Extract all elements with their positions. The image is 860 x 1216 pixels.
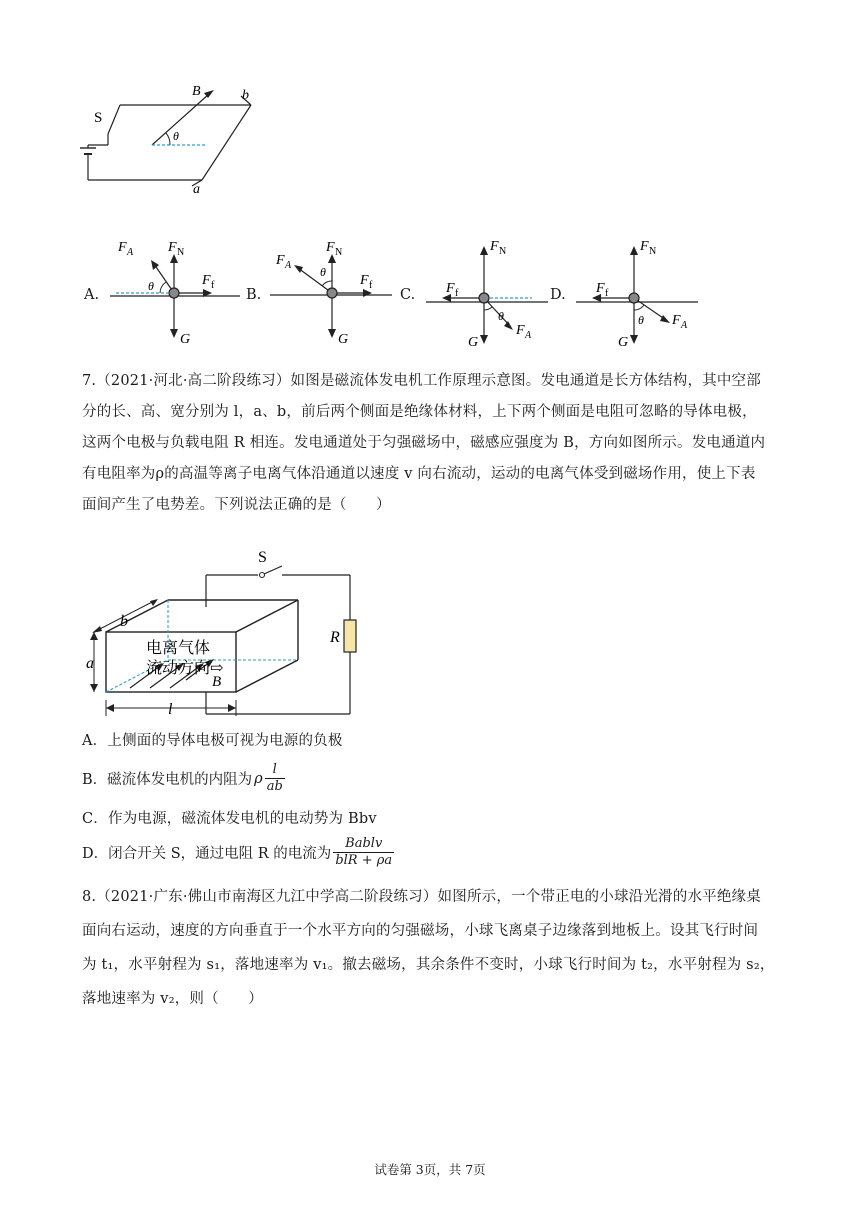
svg-text:F: F (168, 240, 177, 255)
q7-option-b-fraction: $\frac{l}{ab}$ (266, 762, 283, 794)
svg-text:f: f (369, 280, 373, 291)
q7-line-2: 分的长、高、宽分别为 l，a、b，前后两个侧面是绝缘体材料，上下两个侧面是电阻可忽略的导体电极， (82, 404, 757, 420)
svg-text:F: F (202, 273, 211, 288)
q7-option-d: D．闭合开关 S，通过电阻 R 的电流为 $\frac{\text{Bablv}}{\text{blR + ρa}}$ (82, 836, 393, 868)
svg-text:N: N (499, 246, 507, 257)
svg-text:F: F (446, 281, 455, 296)
page-footer: 试卷第 3页，共 7页 (374, 1162, 486, 1177)
label-B: B (212, 674, 222, 690)
q7-line-4: 有电阻率为ρ的高温等离子电离气体沿通道以速度 v 向右流动，运动的电离气体受到磁场作用，使上下表 (82, 466, 756, 482)
q8-line-3: 为 t₁，水平射程为 s₁，落地速率为 v₁。撤去磁场，其余条件不变时，小球飞行时间为 t₂，水平射程为 s₂， (82, 957, 775, 973)
label-S: S (94, 110, 103, 126)
q7-line-5: 面间产生了电势差。下列说法正确的是（ ） (82, 497, 391, 513)
label-S: S (258, 549, 267, 566)
svg-text:F: F (640, 239, 649, 254)
choice-c-figure (424, 236, 554, 348)
rail-circuit-figure (78, 82, 278, 194)
svg-text:θ: θ (148, 279, 154, 293)
svg-text:f: f (211, 280, 215, 291)
svg-text:N: N (649, 246, 657, 257)
svg-text:F: F (490, 239, 499, 254)
q8-line-2: 面向右运动，速度的方向垂直于一个水平方向的匀强磁场，小球飞离桌子边缘落到地板上。设其飞行时间 (82, 923, 759, 939)
svg-text:N: N (177, 247, 185, 258)
svg-text:θ: θ (498, 309, 504, 323)
choice-c-label: C. (400, 287, 416, 303)
svg-text:F: F (516, 323, 525, 338)
label-l: l (168, 701, 173, 718)
svg-text:A: A (127, 247, 134, 258)
svg-text:G: G (468, 335, 479, 348)
svg-text:F: F (360, 273, 369, 288)
svg-text:F: F (276, 253, 285, 268)
label-gas-2: 流动方向⇨ (146, 660, 224, 677)
svg-text:G: G (180, 332, 191, 347)
svg-text:f: f (605, 288, 609, 299)
svg-text:A: A (681, 320, 688, 331)
svg-text:F: F (596, 281, 605, 296)
q7-stem (82, 366, 802, 521)
label-b: b (120, 613, 128, 630)
svg-text:G: G (338, 332, 349, 347)
label-gas-1: 电离气体 (146, 640, 211, 657)
q7-option-a: A．上侧面的导体电极可视为电源的负极 (82, 733, 343, 749)
choice-b-label: B. (246, 287, 262, 303)
q8-line-4: 落地速率为 v₂，则（ ） (82, 991, 263, 1007)
svg-text:F: F (672, 313, 681, 328)
q7-line-1: 7.（2021·河北·高二阶段练习）如图是磁流体发电机工作原理示意图。发电通道是长方体结构，其中空部 (82, 373, 761, 389)
svg-text:A: A (285, 260, 292, 271)
label-a: a (193, 182, 200, 194)
svg-text:N: N (335, 247, 343, 258)
choice-a-figure (108, 236, 248, 348)
choice-a-label: A. (84, 287, 100, 303)
mhd-generator-figure (82, 540, 372, 720)
q7-option-b: B．磁流体发电机的内阻为 ρ $\frac{l}{ab}$ (82, 762, 283, 794)
svg-text:θ: θ (320, 265, 326, 279)
label-R: R (330, 629, 340, 646)
q8-stem (82, 880, 802, 1016)
label-B: B (192, 84, 201, 99)
q7-option-d-fraction: $\frac{\text{Bablv}}{\text{blR + ρa}}$ (335, 836, 393, 868)
q7-option-c: C．作为电源，磁流体发电机的电动势为 Bbv (82, 811, 377, 827)
label-theta: θ (173, 129, 179, 143)
svg-text:A: A (525, 330, 532, 341)
svg-text:f: f (455, 288, 459, 299)
q7-line-3: 这两个电极与负载电阻 R 相连。发电通道处于匀强磁场中，磁感应强度为 B，方向如图所示。发电通道内 (82, 435, 766, 451)
choice-d-figure (574, 236, 704, 348)
label-b: b (242, 88, 249, 103)
choice-b-figure (268, 236, 398, 348)
svg-text:G: G (618, 335, 629, 348)
label-a: a (86, 655, 94, 672)
q8-line-1: 8.（2021·广东·佛山市南海区九江中学高二阶段练习）如图所示，一个带正电的小球沿光滑的水平绝缘桌 (82, 889, 761, 905)
svg-text:θ: θ (638, 313, 644, 327)
svg-text:F: F (118, 240, 127, 255)
choice-d-label: D. (550, 287, 566, 303)
svg-text:F: F (326, 240, 335, 255)
